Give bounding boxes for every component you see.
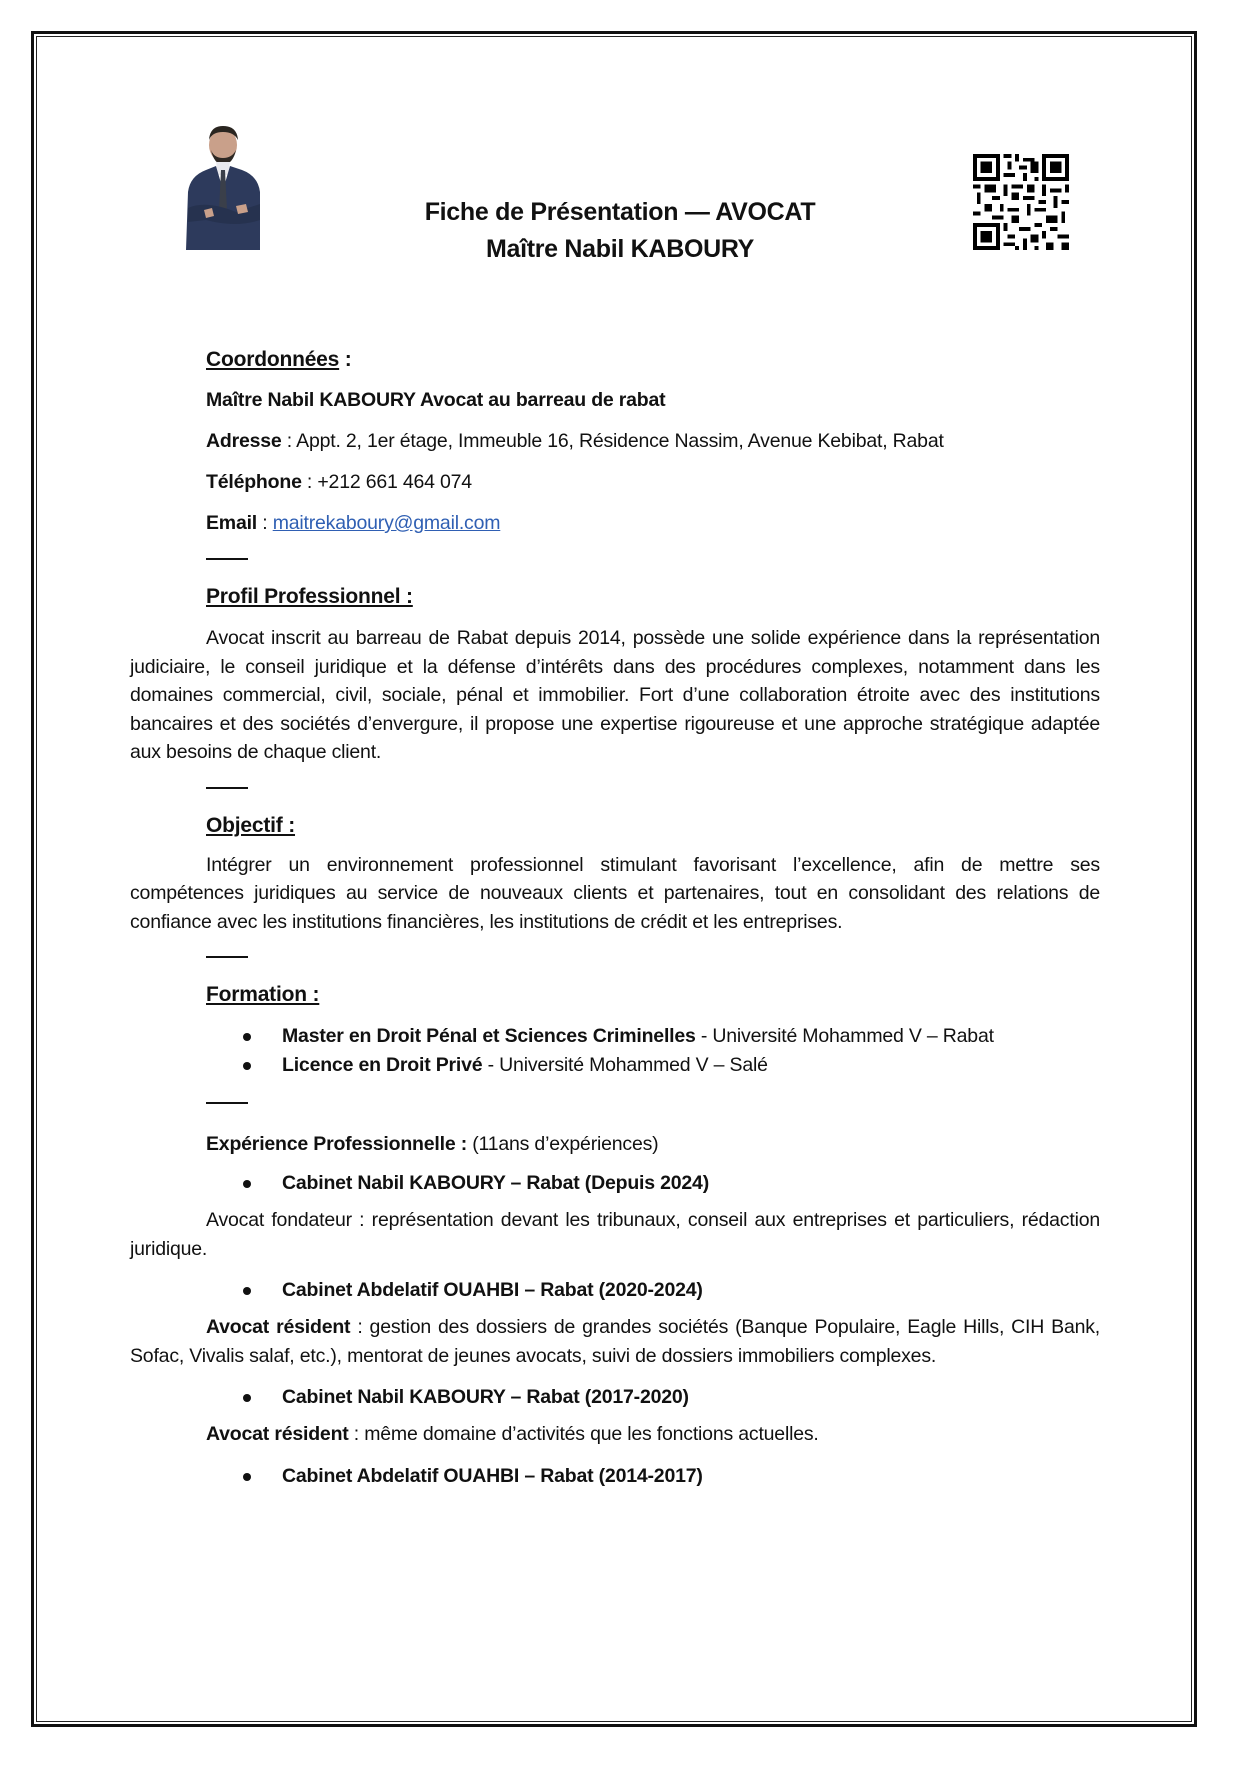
experience-heading: Expérience Professionnelle : (11ans d’expériences) xyxy=(206,1133,659,1155)
bullet-icon xyxy=(243,1473,251,1481)
section-coordonnees xyxy=(206,345,1100,560)
section-separator xyxy=(206,558,248,560)
name-line: Maître Nabil KABOURY Avocat au barreau de rabat xyxy=(206,389,666,411)
bullet-icon xyxy=(243,1394,251,1402)
objectif-text: Intégrer un environnement professionnel stimulant favorisant l’excellence, afin de mettre ses compétences juridiques au service de nouveaux clients et partenaires, tout en consolidant des relations de confiance avec les institutions financières, les institutions de crédit et les entreprises. xyxy=(130,853,1100,933)
profil-text: Avocat inscrit au barreau de Rabat depuis 2014, possède une solide expérience dans la représentation judiciaire, le conseil juridique et la défense d’intérêts dans des procédures complexes, notamment dans les domaines commercial, civil, sociale, pénal et immobilier. Fort d’une collaboration étroite avec des institutions bancaires et des sociétés d’envergure, il propose une expertise rigoureuse et une approche stratégique adaptée aux besoins de chaque client. xyxy=(130,627,1100,763)
title-line-2: Maître Nabil KABOURY xyxy=(485,235,755,263)
profil-heading: Profil Professionnel : xyxy=(206,585,413,608)
portrait-photo xyxy=(176,120,268,250)
profil-heading-wrap xyxy=(206,582,1100,612)
document-body xyxy=(130,345,1100,1491)
section-formation xyxy=(206,980,1100,1162)
job-title: Cabinet Nabil KABOURY – Rabat (Depuis 2024) xyxy=(130,1168,1100,1198)
job-description: Avocat fondateur : représentation devant les tribunaux, conseil aux entreprises et particuliers, rédaction juridique. xyxy=(130,1209,1100,1260)
phone-line xyxy=(206,462,1100,503)
phone-value: : +212 661 464 074 xyxy=(301,471,472,493)
address-value: : Appt. 2, 1er étage, Immeuble 16, Résidence Nassim, Avenue Kebibat, Rabat xyxy=(281,430,944,452)
coordonnees-heading: Coordonnées : xyxy=(206,348,352,371)
formation-list xyxy=(206,1022,1100,1080)
phone-label: Téléphone xyxy=(206,471,302,493)
title-line-1: Fiche de Présentation — AVOCAT xyxy=(424,198,816,226)
email-label: Email xyxy=(206,512,258,534)
objectif-heading: Objectif : xyxy=(206,813,296,837)
section-separator xyxy=(206,956,248,958)
bullet-icon xyxy=(243,1180,251,1188)
bullet-icon xyxy=(243,1287,251,1295)
job-description: Avocat résident : gestion des dossiers de grandes sociétés (Banque Populaire, Eagle Hills, CIH Bank, Sofac, Vivalis salaf, etc.), mentorat de jeunes avocats, suivi de dossiers immobiliers complexes. xyxy=(130,1316,1100,1367)
email-link[interactable]: maitrekaboury@gmail.com xyxy=(272,512,501,534)
job-title: Cabinet Abdelatif OUAHBI – Rabat (2014-2017) xyxy=(130,1461,1100,1491)
experience-list xyxy=(130,1168,1100,1491)
job-title: Cabinet Abdelatif OUAHBI – Rabat (2020-2024) xyxy=(130,1275,1100,1305)
formation-item: Licence en Droit Privé - Université Mohammed V – Salé xyxy=(206,1051,1100,1080)
section-separator xyxy=(206,787,248,789)
section-separator xyxy=(206,1102,248,1104)
qr-code xyxy=(973,154,1069,250)
job-description: Avocat résident : même domaine d’activités que les fonctions actuelles. xyxy=(206,1423,819,1445)
bullet-icon xyxy=(243,1062,251,1070)
formation-item: Master en Droit Pénal et Sciences Criminelles - Université Mohammed V – Rabat xyxy=(206,1022,1100,1051)
job-title: Cabinet Nabil KABOURY – Rabat (2017-2020) xyxy=(130,1382,1100,1412)
address-line xyxy=(206,421,1100,462)
formation-heading: Formation : xyxy=(206,983,320,1006)
bullet-icon xyxy=(243,1033,251,1041)
address-label: Adresse xyxy=(206,430,282,452)
document-title xyxy=(300,194,940,268)
email-line: Email : maitrekaboury@gmail.com xyxy=(206,512,501,534)
